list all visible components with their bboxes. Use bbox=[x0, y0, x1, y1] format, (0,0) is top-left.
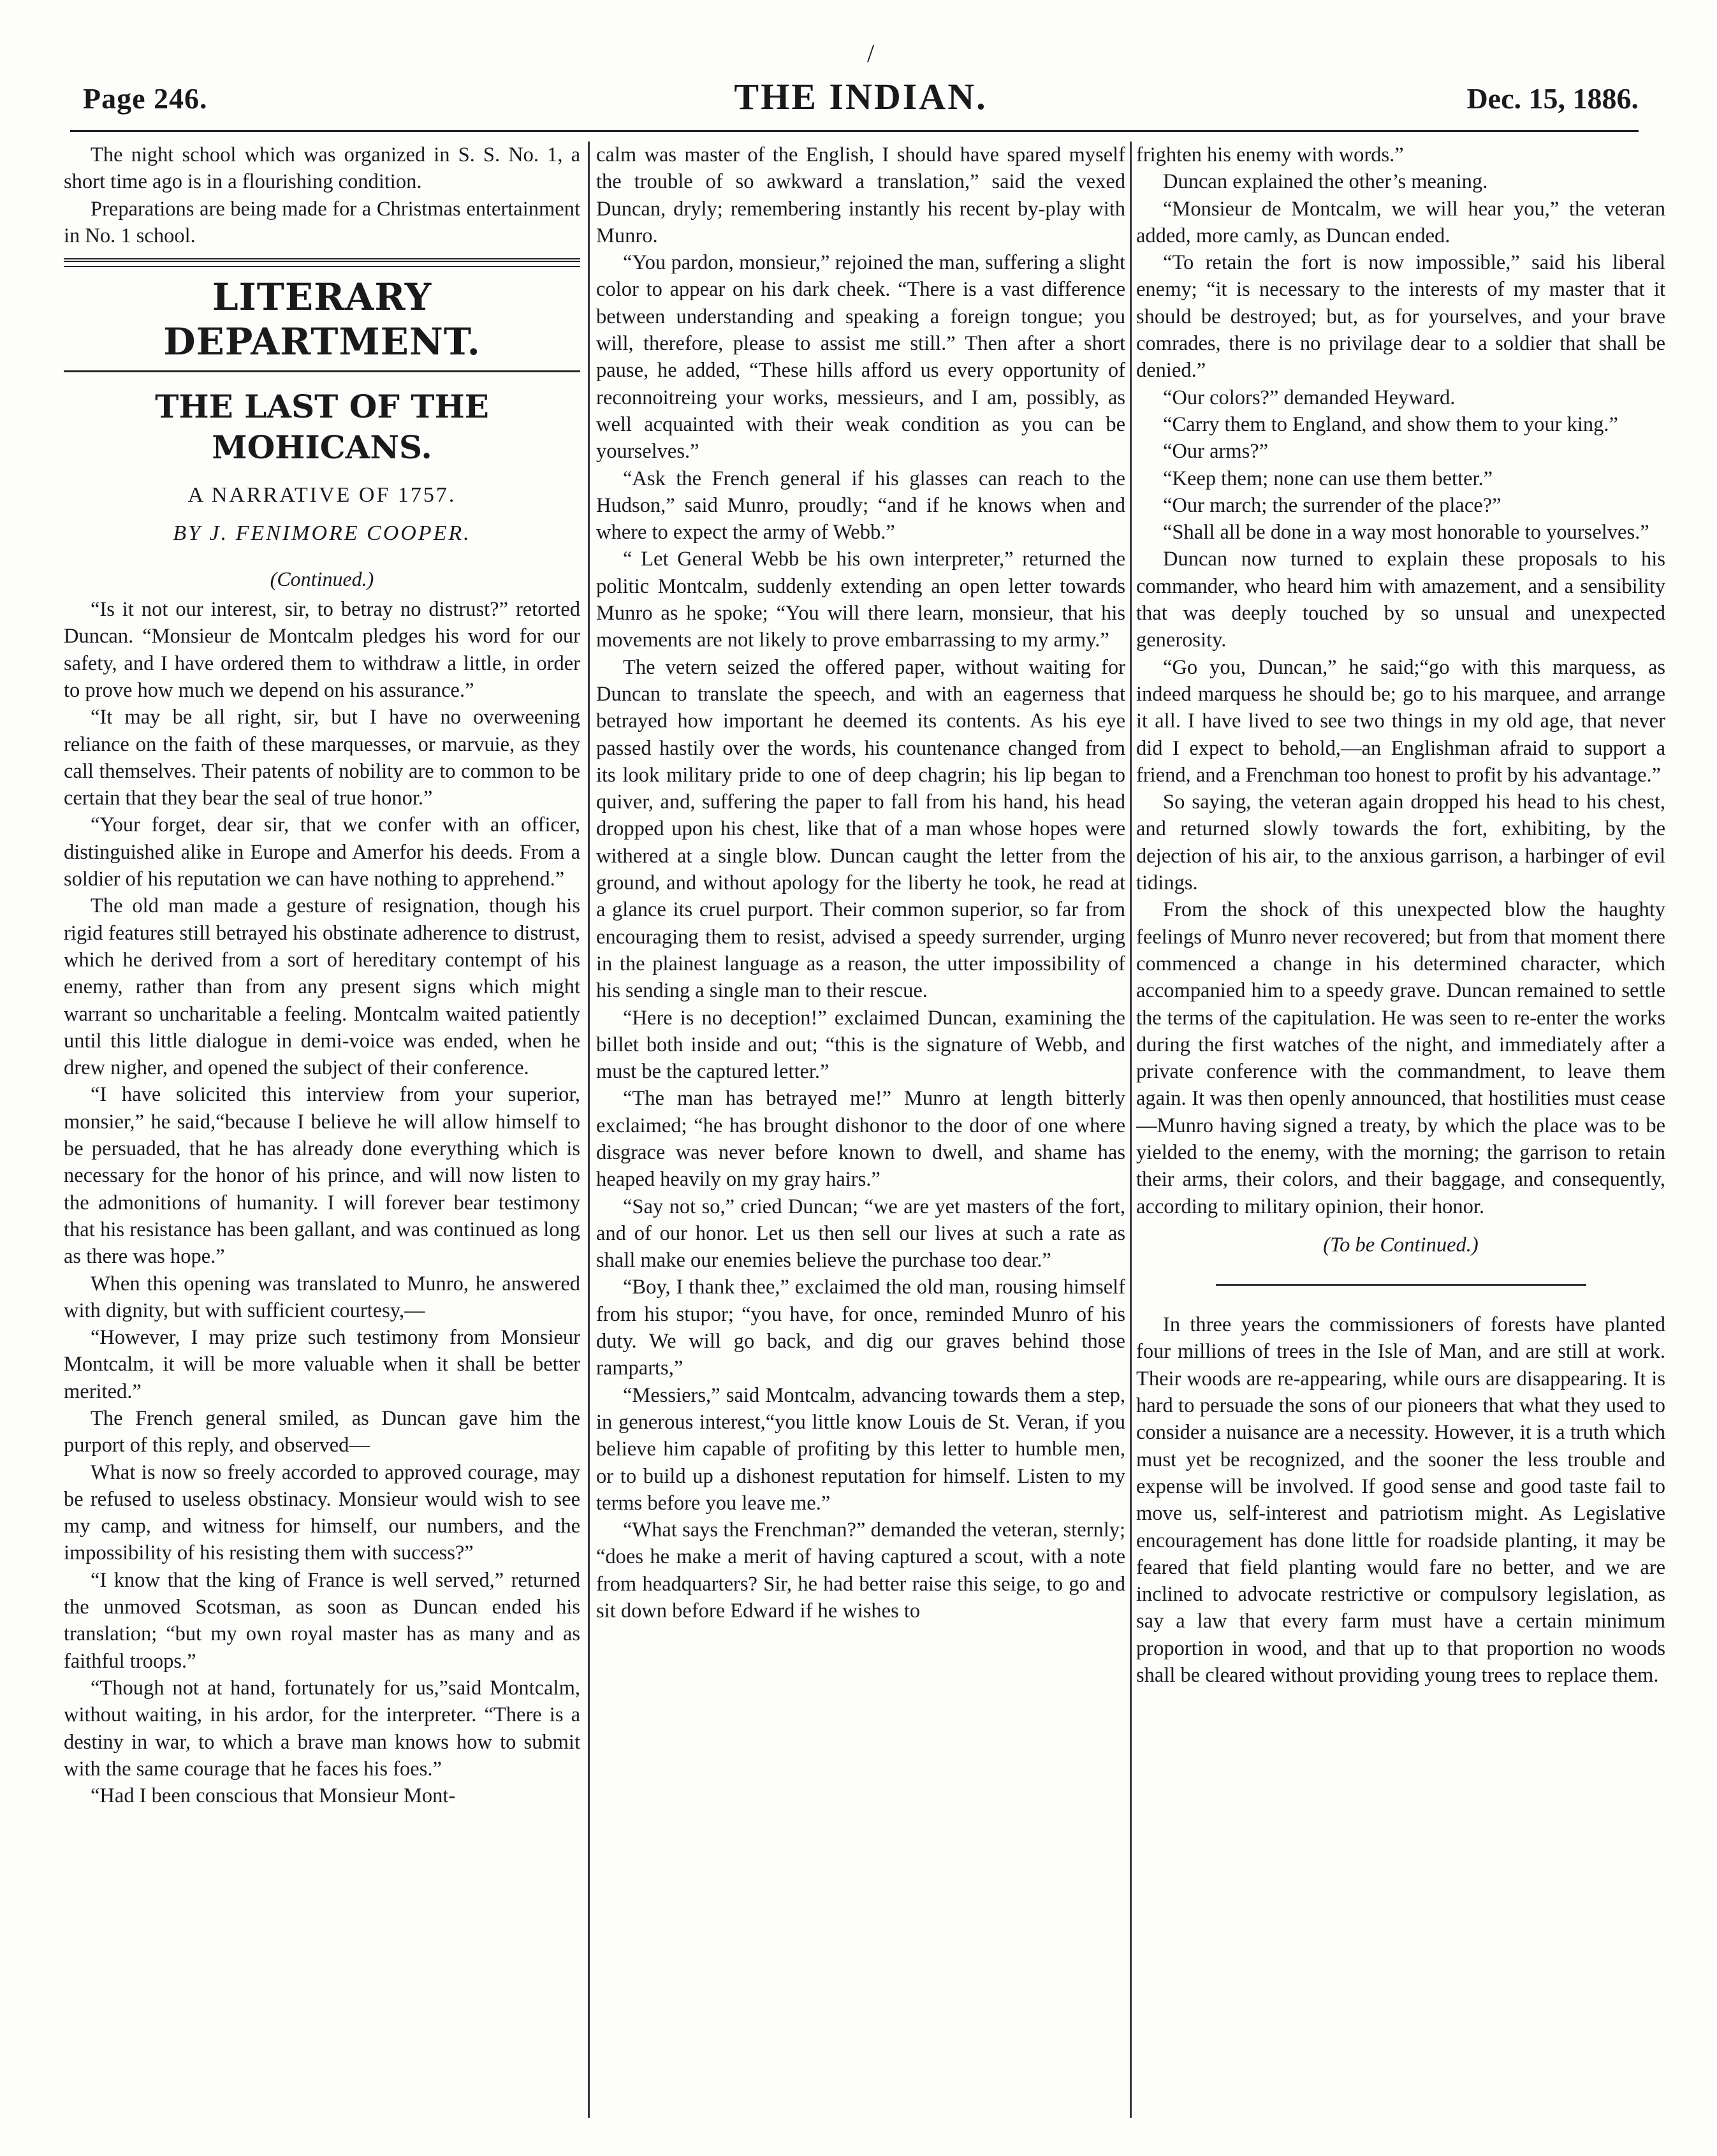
story-paragraph: “Our march; the surrender of the place?” bbox=[1163, 493, 1501, 517]
story-paragraph: From the shock of this unexpected blow the haughty feelings of Munro never recovered; but from that moment there commenced a change in his determined character, which accompanied him to a speedy grave. Duncan remained to settle the terms of the capitulation. He was seen to re-enter the works during the first watches of the night, and immediately after a private conference with the commandment, to leave them again. It was then openly announced, that hostilities must cease—Munro having signed a treaty, by which the place was to be yielded to the enemy, with the morning; the garrison to retain their arms, their colors, and their baggage, and consequently, according to military opinion, their honor. bbox=[1136, 898, 1665, 1218]
masthead bbox=[83, 75, 1639, 129]
story-paragraph: “You pardon, monsieur,” rejoined the man, suffering a slight color to appear on his dark cheek. “There is a vast difference between understanding and speaking a foreign tongue; you will, therefore, please to assist me still.” Then after a short pause, he added, “These hills afford us every opportunity of reconnoitreing your works, messieurs, and I am, possibly, as well acquainted with their weak condition as you can be yourselves.” bbox=[596, 251, 1125, 463]
story-paragraph: “Monsieur de Montcalm, we will hear you,” the veteran added, more camly, as Duncan ended. bbox=[1136, 197, 1665, 247]
story-paragraph: Duncan explained the other’s meaning. bbox=[1163, 170, 1488, 194]
story-paragraph: “Our colors?” demanded Heyward. bbox=[1163, 386, 1456, 409]
story-paragraph: “Ask the French general if his glasses can reach to the Hudson,” said Munro, proudly; “and if he knows when and where to expect the army of Webb.” bbox=[596, 467, 1125, 544]
story-paragraph: calm was master of the English, I should have spared myself the trouble of so awkward a translation,” said the vexed Duncan, dryly; remembering instantly his recent by-play with Munro. bbox=[596, 143, 1125, 247]
story-paragraph: “Our arms?” bbox=[1163, 440, 1269, 463]
story-paragraph: “Here is no deception!” exclaimed Duncan, examining the billet both inside and out; “this is the signature of Webb, and must be the captured letter.” bbox=[596, 1006, 1125, 1084]
story-paragraph: “Keep them; none can use them better.” bbox=[1163, 467, 1493, 490]
story-paragraph: “I have solicited this interview from your superior, monsier,” he said,“because I believe he will allow himself to be persuaded, that he has already done everything which is necessary for the honor of his prince, and will now listen to the admonitions of humanity. I will forever bear testimony that his resistance has been gallant, and was continued as long as there was hope.” bbox=[64, 1083, 580, 1269]
issue-date: Dec. 15, 1886. bbox=[1466, 82, 1639, 115]
page-number: Page 246. bbox=[83, 82, 208, 115]
story-paragraph: “To retain the fort is now impossible,” said his liberal enemy; “it is necessary to the interests of my master that it should be destroyed; but, as for yourselves, and your brave comrades, there is no privilage dear to a soldier that shall be denied.” bbox=[1136, 251, 1665, 382]
section-heading: LITERARY DEPARTMENT. bbox=[163, 275, 481, 364]
section-rule bbox=[64, 370, 580, 372]
story-paragraph: “However, I may prize such testimony from Monsieur Montcalm, it will be more valuable when it shall be better merited.” bbox=[64, 1326, 580, 1403]
column-2 bbox=[596, 142, 1125, 2143]
story-paragraph: “Say not so,” cried Duncan; “we are yet masters of the fort, and of our honor. Let us then sell our lives at such a rate as shall make our enemies believe the purchase too dear.” bbox=[596, 1195, 1125, 1272]
publication-title: THE INDIAN. bbox=[734, 76, 988, 117]
story-paragraph: So saying, the veteran again dropped his head to his chest, and returned slowly towards the fort, exhibiting, by the dejection of his air, to the anxious garrison, a harbinger of evil tidings. bbox=[1136, 790, 1665, 895]
to-be-continued-label: (To be Continued.) bbox=[1323, 1233, 1479, 1256]
story-paragraph: “It may be all right, sir, but I have no overweening reliance on the faith of these marquesses, or marvuie, as they call themselves. Their patents of nobility are to common to be certain that they bear the seal of true honor.” bbox=[64, 706, 580, 810]
continued-label: (Continued.) bbox=[270, 567, 374, 590]
story-paragraph: “Is it not our interest, sir, to betray no distrust?” retorted Duncan. “Monsieur de Montcalm pledges his word for our safety, and I have ordered them to withdraw a little, in order to prove how much we depend on his assurance.” bbox=[64, 598, 580, 702]
news-note: The night school which was organized in S. S. No. 1, a short time ago is in a flourishing condition. bbox=[64, 143, 580, 194]
story-paragraph: frighten his enemy with words.” bbox=[1136, 143, 1404, 166]
story-paragraph: The vetern seized the offered paper, without waiting for Duncan to translate the speech, and with an eagerness that betrayed how important he deemed its contents. As his eye passed hastily over the words, his countenance changed from its look military pride to one of deep chagrin; his lip began to quiver, and, suffering the paper to fall from his hand, his head dropped upon his chest, like that of a man whose hopes were withered at a single blow. Duncan caught the letter from the ground, and without apology for the liberty he took, he read at a glance its cruel purport. Their common superior, so far from encouraging them to resist, advised a speedy surrender, urging in the plainest language as a reason, the utter impossibility of his sending a single man to their rescue. bbox=[596, 655, 1125, 1003]
news-note: Preparations are being made for a Christmas entertainment in No. 1 school. bbox=[64, 197, 580, 247]
page-folio-mark: / bbox=[867, 39, 875, 68]
story-paragraph: When this opening was translated to Munro, he answered with dignity, but with sufficient courtesy,— bbox=[64, 1272, 580, 1322]
story-paragraph: “The man has betrayed me!” Munro at length bitterly exclaimed; “he has brought dishonor to the door of one where disgrace was never before known to dwell, and shame has heaped heavily on my gray hairs.” bbox=[596, 1087, 1125, 1191]
story-subtitle: A NARRATIVE OF 1757. bbox=[187, 483, 457, 507]
story-author: BY J. FENIMORE COOPER. bbox=[173, 521, 471, 546]
story-paragraph: “Messiers,” said Montcalm, advancing towards them a step, in generous interest,“you little know Louis de St. Veran, if you believe him capable of profiting by this letter to humble men, or to build up a dishonest reputation for himself. Listen to my terms before you leave me.” bbox=[596, 1383, 1125, 1515]
story-paragraph: “Though not at hand, fortunately for us,”said Montcalm, without waiting, in his ardor, for the interpreter. “There is a destiny in war, to which a brave man knows how to submit with the same courage that he faces his foes.” bbox=[64, 1676, 580, 1781]
story-paragraph: “I know that the king of France is well served,” returned the unmoved Scotsman, as soon as Duncan ended his translation; “but my own royal master has as many and as faithful troops.” bbox=[64, 1568, 580, 1673]
section-rule bbox=[64, 258, 580, 267]
story-paragraph: “ Let General Webb be his own interpreter,” returned the politic Montcalm, suddenly extending an open letter towards Munro as he spoke; “You will there learn, monsieur, that his movements are not likely to prove embarrassing to my army.” bbox=[596, 548, 1125, 652]
story-paragraph: “Shall all be done in a way most honorable to yourselves.” bbox=[1163, 521, 1649, 544]
story-paragraph: “Go you, Duncan,” he said;“go with this marquess, as indeed marquess he should be; go to his marquee, and arrange it all. I have lived to see two things in my old age, that never did I expect to behold,—an Englishman afraid to support a friend, and a Frenchman too honest to profit by his advantage.” bbox=[1136, 655, 1665, 787]
column-divider bbox=[1130, 142, 1132, 2118]
story-paragraph: “Had I been conscious that Monsieur Mont- bbox=[91, 1784, 456, 1808]
story-paragraph: “Boy, I thank thee,” exclaimed the old man, rousing himself from his stupor; “you have, for once, reminded Munro of his duty. We will go back, and dig our graves behind those ramparts,” bbox=[596, 1276, 1125, 1380]
forestry-article: In three years the commissioners of forests have planted four millions of trees in the Isle of Man, and are still at work. Their woods are re-appearing, while ours are disappearing. It is hard to persuade the sons of our pioneers that what they used to consider a nuisance are a necessity. However, it is a truth which must yet be recognized, and the sooner the less trouble and expense will be involved. If good sense and good taste fail to move us, self-interest and patriotism might. As Legislative encouragement has done little for roadside planting, it may be feared that field planting would fare no better, and we are inclined to advocate restrictive or compulsory legislation, as say a law that every farm must have a certain minimum proportion in wood, and that up to that proportion no woods shall be cleared without providing young trees to replace them. bbox=[1136, 1313, 1665, 1687]
column-3 bbox=[1136, 142, 1665, 2143]
story-paragraph: The old man made a gesture of resignation, though his rigid features still betrayed his obstinate adherence to distrust, which he derived from a sort of hereditary contempt of his enemy, rather than from any present signs which might warrant so uncharitable a feeling. Montcalm waited patiently until this little dialogue in demi-voice was ended, when he drew nigher, and opened the subject of their conference. bbox=[64, 894, 580, 1080]
story-title: THE LAST OF THE MOHICANS. bbox=[155, 388, 489, 467]
story-paragraph: The French general smiled, as Duncan gave him the purport of this reply, and observed— bbox=[64, 1406, 580, 1457]
column-divider bbox=[588, 142, 590, 2118]
story-paragraph: Duncan now turned to explain these proposals to his commander, who heard him with amazement, and a sensibility that was deeply touched by so unsual and unexpected generosity. bbox=[1136, 548, 1665, 652]
story-paragraph: “Carry them to England, and show them to your king.” bbox=[1163, 412, 1618, 436]
story-paragraph: “What says the Frenchman?” demanded the veteran, sternly; “does he make a merit of having captured a scout, with a note from headquarters? Sir, he had better raise this seige, to go and sit down before Edward if he wishes to bbox=[596, 1519, 1125, 1623]
story-paragraph: What is now so freely accorded to approved courage, may be refused to useless obstinacy. Monsieur would wish to see my camp, and witness for himself, our numbers, and the impossibility of his resisting them with success?” bbox=[64, 1460, 580, 1565]
column-1 bbox=[64, 142, 580, 2143]
masthead-rule bbox=[70, 130, 1639, 132]
story-paragraph: “Your forget, dear sir, that we confer with an officer, distinguished alike in Europe and Amerfor his deeds. From a soldier of his reputation we can have nothing to apprehend.” bbox=[64, 813, 580, 891]
article-separator bbox=[1216, 1284, 1586, 1286]
